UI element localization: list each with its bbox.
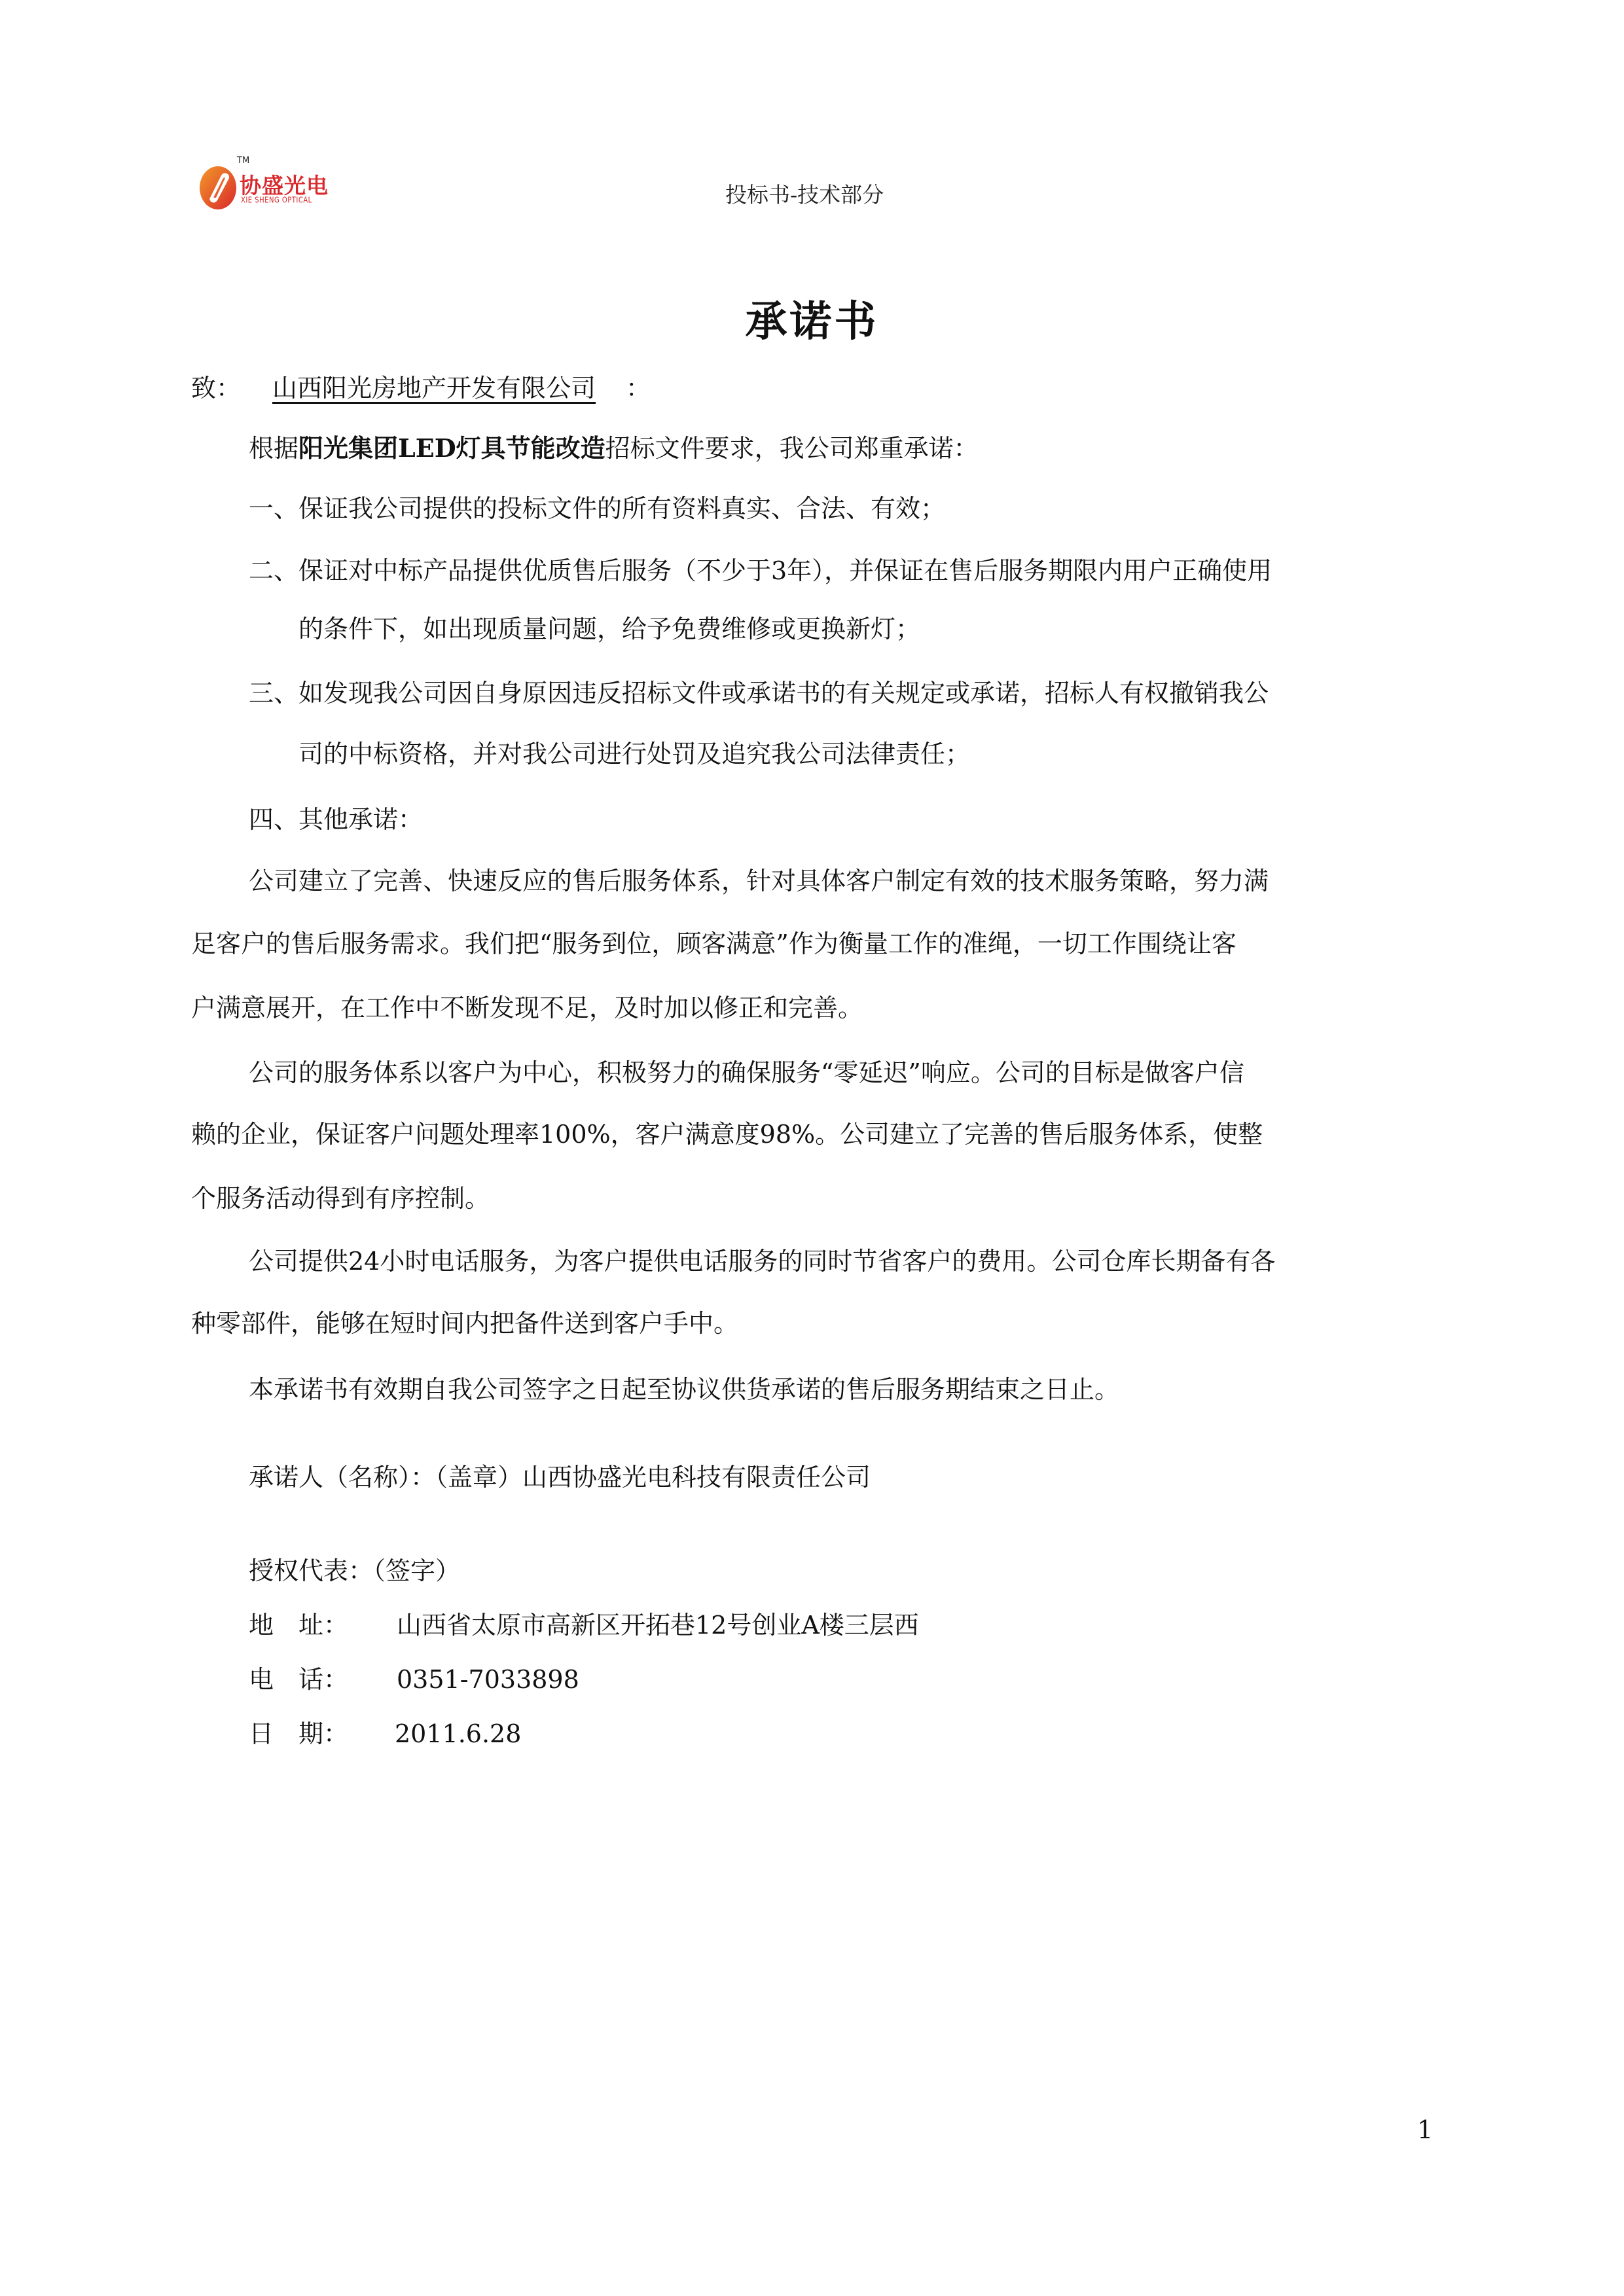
- company-logo: [196, 152, 350, 212]
- commitment-3-line-1: 三、如发现我公司因自身原因违反招标文件或承诺书的有关规定或承诺，招标人有权撤销我公: [249, 679, 1269, 708]
- paragraph-1-line-3: 户满意展开，在工作中不断发现不足，及时加以修正和完善。: [191, 994, 863, 1022]
- address-value: 山西省太原市高新区开拓巷12号创业A楼三层西: [397, 1611, 919, 1640]
- addressee-line: [191, 376, 651, 401]
- paragraph-1-line-2: 足客户的售后服务需求。我们把“服务到位，顾客满意”作为衡量工作的准绳，一切工作围绕让客: [191, 929, 1236, 958]
- addressee-name: 山西阳光房地产开发有限公司: [272, 374, 596, 403]
- intro-after: 招标文件要求，我公司郑重承诺：: [605, 434, 979, 463]
- commitment-3-line-2: 司的中标资格，并对我公司进行处罚及追究我公司法律责任；: [298, 740, 971, 768]
- intro-before: 根据: [249, 434, 299, 463]
- paragraph-3-line-1: 公司提供24小时电话服务，为客户提供电话服务的同时节省客户的费用。公司仓库长期备有各: [249, 1247, 1276, 1276]
- paragraph-2-line-3: 个服务活动得到有序控制。: [191, 1184, 490, 1213]
- logo-mark-icon: [198, 165, 238, 211]
- project-name: 阳光集团LED灯具节能改造: [298, 433, 605, 463]
- validity-statement: 本承诺书有效期自我公司签字之日起至协议供货承诺的售后服务期结束之日止。: [249, 1375, 1120, 1404]
- page-number: 1: [1417, 2115, 1434, 2144]
- commitment-1: 一、保证我公司提供的投标文件的所有资料真实、合法、有效；: [249, 494, 946, 523]
- header-section-title: 投标书-技术部分: [725, 182, 884, 207]
- paragraph-2-line-2: 赖的企业，保证客户问题处理率100%，客户满意度98%。公司建立了完善的售后服务体系，使整: [191, 1120, 1263, 1149]
- logo-trademark: TM: [237, 156, 250, 166]
- commitment-2-line-1: 二、保证对中标产品提供优质售后服务（不少于3年），并保证在售后服务期限内用户正确使用: [249, 556, 1272, 585]
- date-label: 日 期：: [249, 1719, 349, 1748]
- paragraph-2-line-1: 公司的服务体系以客户为中心，积极努力的确保服务“零延迟”响应。公司的目标是做客户信: [249, 1058, 1244, 1087]
- authorized-representative: 授权代表：（签字）: [249, 1556, 461, 1585]
- phone-value: 0351-7033898: [397, 1665, 579, 1694]
- addressee-suffix: ：: [626, 374, 651, 403]
- addressee-prefix: 致：: [191, 374, 242, 403]
- commitment-2-line-2: 的条件下，如出现质量问题，给予免费维修或更换新灯；: [298, 615, 921, 643]
- logo-name-en: XIE SHENG OPTICAL: [241, 196, 312, 206]
- document-title: 承诺书: [745, 297, 879, 346]
- address-label: 地 址：: [249, 1611, 349, 1640]
- phone-label: 电 话：: [249, 1665, 349, 1694]
- signatory: 承诺人（名称）：（盖章）山西协盛光电科技有限责任公司: [249, 1463, 871, 1492]
- logo-name-cn: 协盛光电: [240, 173, 329, 198]
- commitment-4: 四、其他承诺：: [249, 805, 424, 834]
- paragraph-3-line-2: 种零部件，能够在短时间内把备件送到客户手中。: [191, 1309, 739, 1338]
- date-value: 2011.6.28: [395, 1719, 522, 1748]
- intro-line: [249, 433, 979, 463]
- paragraph-1-line-1: 公司建立了完善、快速反应的售后服务体系，针对具体客户制定有效的技术服务策略，努力满: [249, 867, 1269, 895]
